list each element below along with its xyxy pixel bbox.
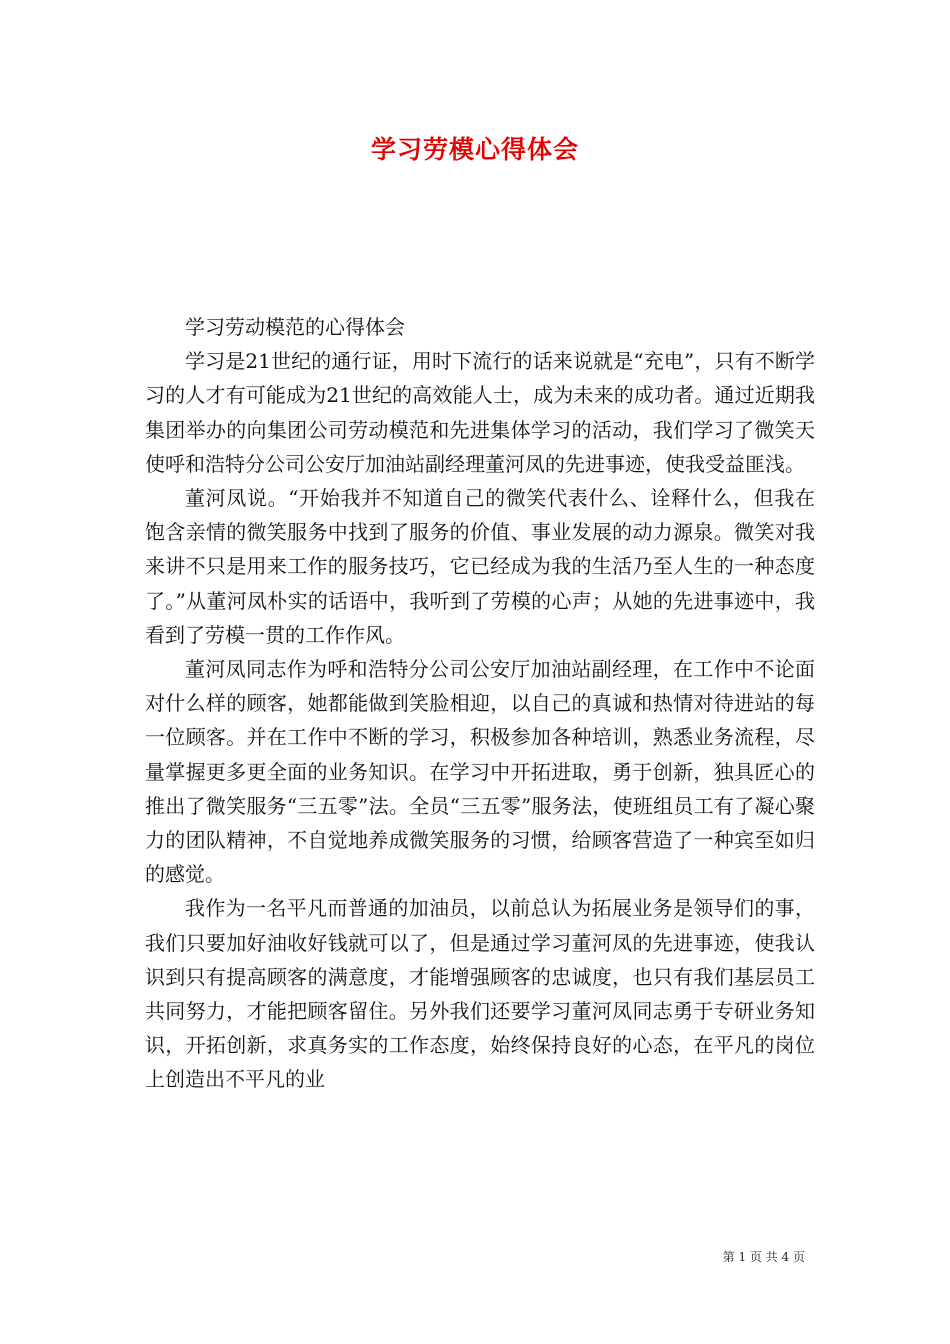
document-title: 学习劳模心得体会 xyxy=(370,135,579,164)
paragraph: 我作为一名平凡而普通的加油员，以前总认为拓展业务是领导们的事，我们只要加好油收好钱就可以了，但是通过学习董河凤的先进事迹，使我认识到只有提高顾客的满意度，才能增强顾客的忠诚度，也只有我们基层员工共同努力，才能把顾客留住。另外我们还要学习董河凤同志勇于专研业务知识，开拓创新，求真务实的工作态度，始终保持良好的心态，在平凡的岗位上创造出不平凡的业 xyxy=(145,896,815,1092)
paragraph: 董河凤说。“开始我并不知道自己的微笑代表什么、诠释什么，但我在饱含亲情的微笑服务中找到了服务的价值、事业发展的动力源泉。微笑对我来讲不只是用来工作的服务技巧，它已经成为我的生活乃至人生的一种态度了。”从董河凤朴实的话语中，我听到了劳模的心声；从她的先进事迹中，我看到了劳模一贯的工作作风。 xyxy=(145,486,815,647)
page-number-footer: 第 1 页 共 4 页 xyxy=(722,1250,805,1264)
paragraph-subtitle: 学习劳动模范的心得体会 xyxy=(185,315,405,339)
paragraph: 学习是21世纪的通行证，用时下流行的话来说就是“充电”，只有不断学习的人才有可能成为21世纪的高效能人士，成为未来的成功者。通过近期我集团举办的向集团公司劳动模范和先进集体学习的活动，我们学习了微笑天使呼和浩特分公司公安厅加油站副经理董河凤的先进事迹，使我受益匪浅。 xyxy=(145,349,815,476)
document-body xyxy=(145,310,815,1097)
paragraph: 董河凤同志作为呼和浩特分公司公安厅加油站副经理，在工作中不论面对什么样的顾客，她都能做到笑脸相迎，以自己的真诚和热情对待进站的每一位顾客。并在工作中不断的学习，积极参加各种培训，熟悉业务流程，尽量掌握更多更全面的业务知识。在学习中开拓进取，勇于创新，独具匠心的推出了微笑服务“三五零”法。全员“三五零”服务法，使班组员工有了凝心聚力的团队精神，不自觉地养成微笑服务的习惯，给顾客营造了一种宾至如归的感觉。 xyxy=(145,657,815,887)
